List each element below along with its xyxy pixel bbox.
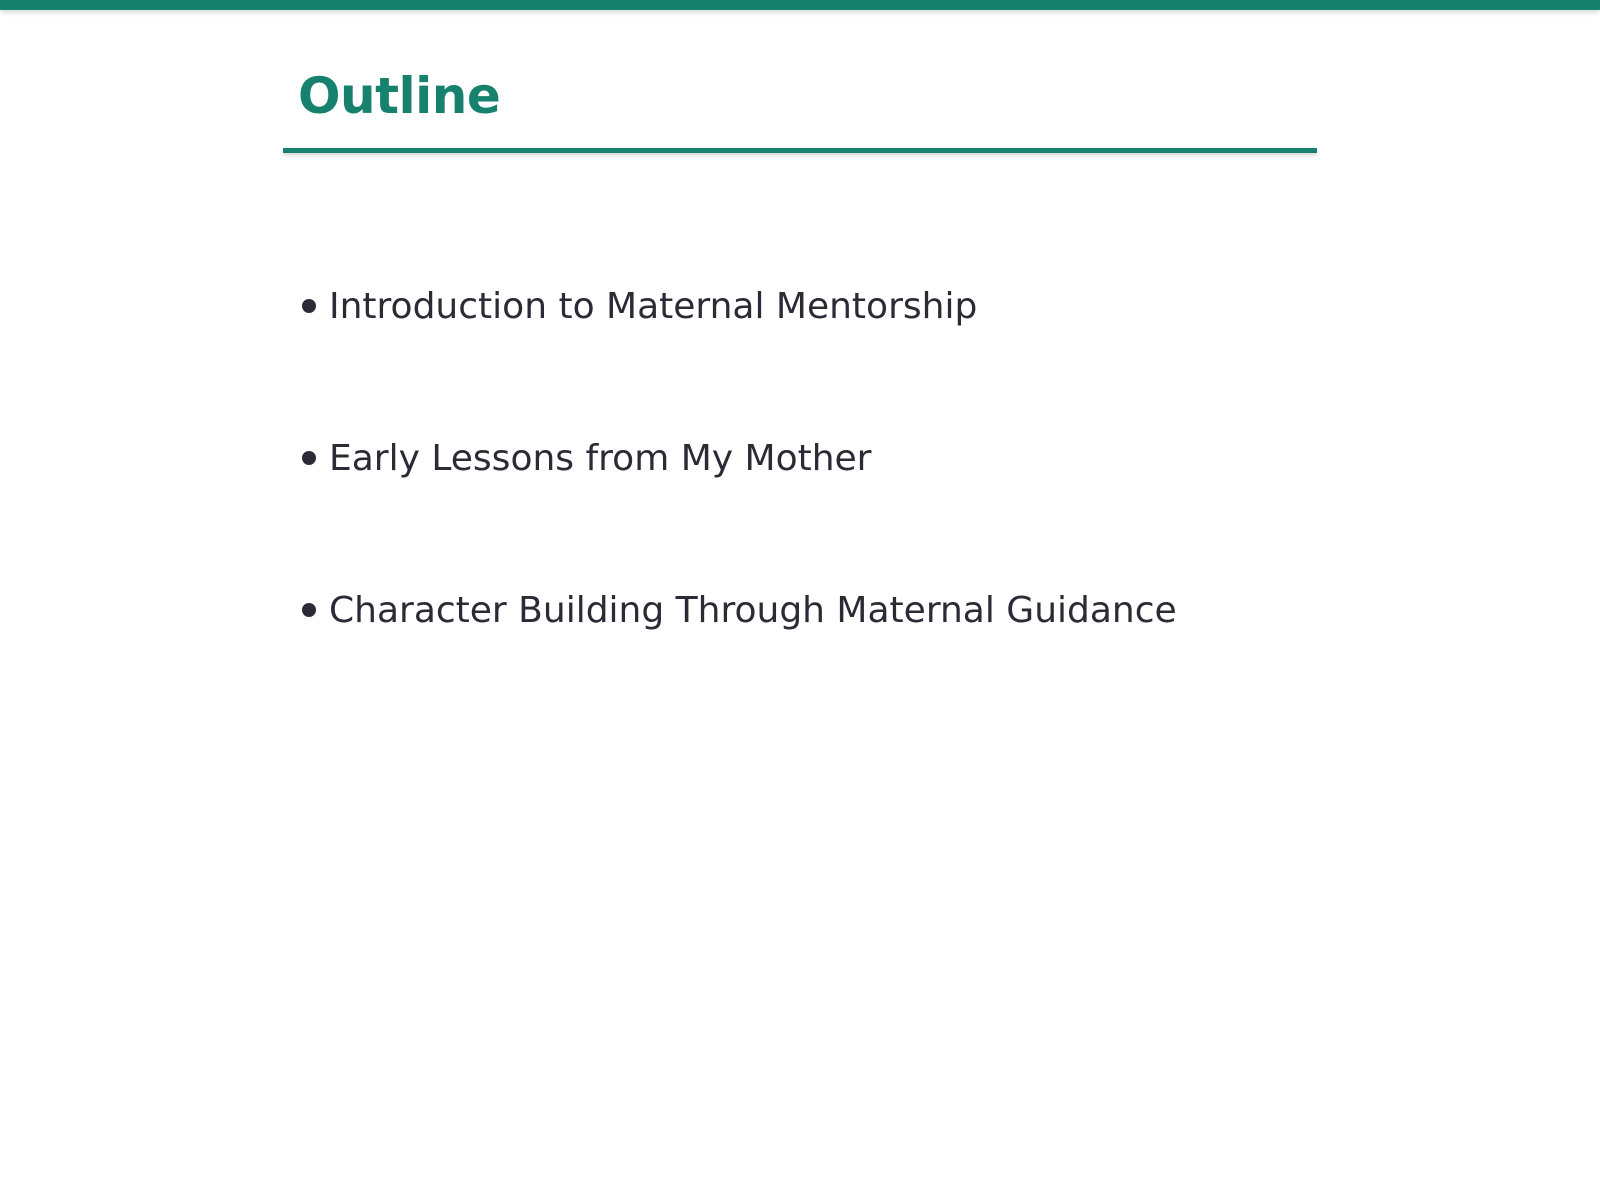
- outline-item: [298, 586, 1177, 634]
- bullet-icon: [302, 451, 316, 465]
- bullet-icon: [302, 603, 316, 617]
- slide-title: Outline: [298, 67, 501, 125]
- outline-item-label: Early Lessons from My Mother: [329, 437, 872, 479]
- bullet-icon: [302, 299, 316, 313]
- top-accent-bar: [0, 0, 1600, 10]
- outline-item-label: Character Building Through Maternal Guidance: [329, 589, 1177, 631]
- outline-item-label: Introduction to Maternal Mentorship: [329, 285, 978, 327]
- outline-list: [298, 282, 1177, 738]
- outline-item: [298, 434, 1177, 482]
- outline-item: [298, 282, 1177, 330]
- title-underline: [283, 148, 1317, 153]
